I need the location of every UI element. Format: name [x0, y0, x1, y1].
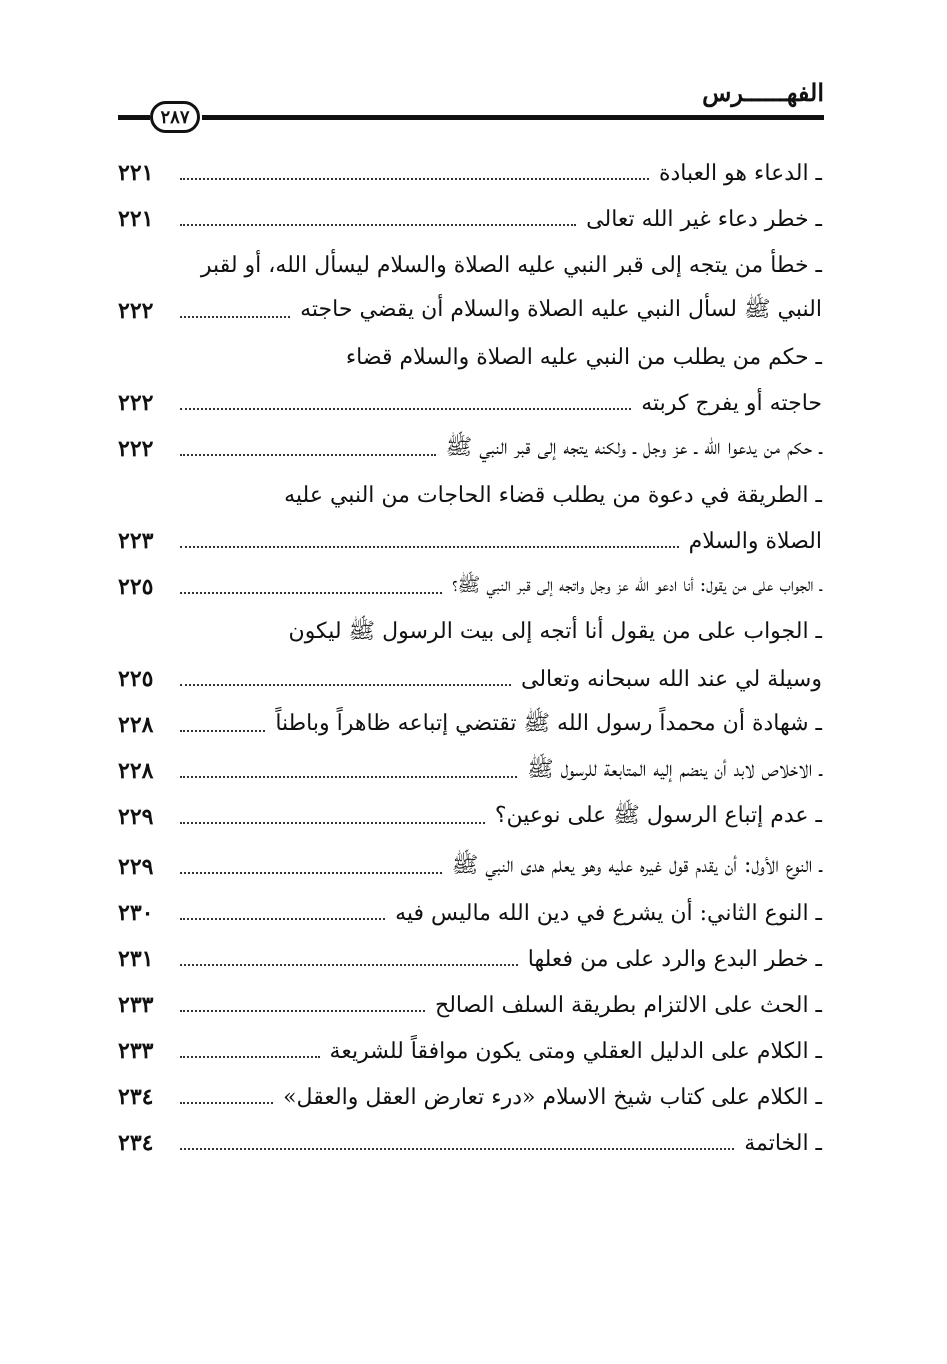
toc-entry	[118, 844, 822, 890]
toc-entry-title: ـ الحث على الالتزام بطريقة السلف الصالح	[435, 992, 822, 1018]
toc-entry-title: ـ النوع الأول: أن يقدم قول غيره عليه وهو يعلم هدى النبي ﷺ	[451, 853, 822, 878]
toc-entry-title: ـ الجواب على من يقول: أنا ادعو الله عز وجل واتجه إلى قبر النبي ﷺ؟	[452, 574, 822, 596]
header-rule	[202, 115, 824, 120]
page-title: الفهــــــرس	[702, 78, 824, 107]
dot-leader	[180, 684, 511, 686]
toc-entry-title: ـ حكم من يطلب من النبي عليه الصلاة والسلام قضاء	[345, 344, 822, 370]
toc-entry	[118, 748, 822, 794]
toc-entry-page: ٢٢٨	[118, 712, 154, 738]
dot-leader	[180, 454, 436, 456]
toc-entry	[118, 518, 822, 564]
dot-leader	[180, 1056, 320, 1058]
header-rule-left	[118, 115, 150, 120]
toc-entry-title: ـ الكلام على الدليل العقلي ومتى يكون موافقاً للشريعة	[329, 1038, 822, 1064]
toc-entry-title: ـ عدم إتباع الرسول ﷺ على نوعين؟	[494, 803, 822, 828]
toc-entry-page: ٢٢٢	[118, 298, 154, 324]
toc-entry	[118, 1028, 822, 1074]
toc-entry-page: ٢٢٩	[118, 804, 154, 830]
toc-entry-title: ـ الكلام على كتاب شيخ الاسلام «درء تعارض العقل والعقل»	[283, 1084, 822, 1110]
toc-entry	[118, 656, 822, 702]
dot-leader	[180, 730, 265, 732]
dot-leader	[180, 224, 576, 226]
toc-entry	[118, 982, 822, 1028]
toc-entry	[118, 1074, 822, 1120]
toc-entry-page: ٢٣٣	[118, 992, 154, 1018]
toc-entry	[118, 1120, 822, 1166]
toc-entry-title: ـ خطر البدع والرد على من فعلها	[527, 946, 822, 972]
toc-entry	[118, 150, 822, 196]
toc-entry	[118, 564, 822, 610]
toc-entry	[118, 936, 822, 982]
page-header	[118, 78, 824, 128]
toc-entry-page: ٢٣٠	[118, 900, 154, 926]
dot-leader	[180, 822, 485, 824]
toc-entry-title: ـ الجواب على من يقول أنا أتجه إلى بيت الرسول ﷺ ليكون	[288, 619, 822, 644]
dot-leader	[180, 776, 517, 778]
dot-leader	[180, 918, 385, 920]
dot-leader	[180, 1148, 734, 1150]
toc-entry-continued	[118, 610, 822, 656]
dot-leader	[180, 178, 649, 180]
page-number-badge: ٢٨٧	[150, 101, 200, 133]
toc-entry-page: ٢٣٤	[118, 1130, 154, 1156]
toc-entry-page: ٢٢٥	[118, 574, 154, 600]
toc-entry	[118, 794, 822, 840]
dot-leader	[180, 1102, 273, 1104]
dot-leader	[180, 1010, 425, 1012]
toc-entry-title: ـ خطر دعاء غير الله تعالى	[586, 206, 822, 232]
dot-leader	[180, 546, 679, 548]
dot-leader	[180, 964, 518, 966]
toc-entry-title: ـ الخاتمة	[744, 1130, 822, 1156]
toc-entry-title: ـ الدعاء هو العبادة	[658, 160, 822, 186]
toc-entry-continued	[118, 472, 822, 518]
toc-entry	[118, 380, 822, 426]
toc-entry-page: ٢٣٣	[118, 1038, 154, 1064]
toc-entry-title: ـ النوع الثاني: أن يشرع في دين الله ماليس فيه	[395, 900, 822, 926]
dot-leader	[180, 872, 442, 874]
toc-entry-title: ـ شهادة أن محمداً رسول الله ﷺ تقتضي إتباعه ظاهراً وباطناً	[275, 711, 822, 736]
dot-leader	[180, 316, 290, 318]
toc-entry-page: ٢٢٣	[118, 528, 154, 554]
toc-entry-title: وسيلة لي عند الله سبحانه وتعالى	[521, 666, 822, 692]
toc-entry-continued	[118, 334, 822, 380]
table-of-contents	[118, 150, 822, 1166]
toc-entry-page: ٢٢٩	[118, 854, 154, 880]
toc-entry-title: ـ خطأ من يتجه إلى قبر النبي عليه الصلاة والسلام ليسأل الله، أو لقبر	[200, 252, 822, 278]
toc-entry-continued	[118, 242, 822, 288]
toc-entry	[118, 890, 822, 936]
toc-entry-title: ـ الاخلاص لابد أن ينضم إليه المتابعة للرسول ﷺ	[527, 757, 822, 782]
toc-entry-title: ـ حكم من يدعوا الله ـ عز وجل ـ ولكنه يتجه إلى قبر النبي ﷺ	[445, 435, 822, 460]
toc-entry-page: ٢٢٨	[118, 758, 154, 784]
toc-entry	[118, 426, 822, 472]
toc-entry-title: ـ الطريقة في دعوة من يطلب قضاء الحاجات من النبي عليه	[284, 482, 822, 508]
toc-entry-page: ٢٢٢	[118, 436, 154, 462]
toc-entry-page: ٢٣١	[118, 946, 154, 972]
toc-entry-title: حاجته أو يفرج كربته	[641, 390, 822, 416]
toc-entry-page: ٢٣٤	[118, 1084, 154, 1110]
toc-entry-page: ٢٢٥	[118, 666, 154, 692]
toc-entry	[118, 288, 822, 334]
toc-entry-page: ٢٢١	[118, 160, 154, 186]
dot-leader	[180, 592, 442, 594]
toc-entry-title: النبي ﷺ لسأل النبي عليه الصلاة والسلام أن يقضي حاجته	[300, 297, 822, 322]
toc-entry-title: الصلاة والسلام	[688, 528, 822, 554]
toc-entry-page: ٢٢١	[118, 206, 154, 232]
toc-entry	[118, 702, 822, 748]
dot-leader	[180, 408, 631, 410]
toc-entry-page: ٢٢٢	[118, 390, 154, 416]
toc-entry	[118, 196, 822, 242]
